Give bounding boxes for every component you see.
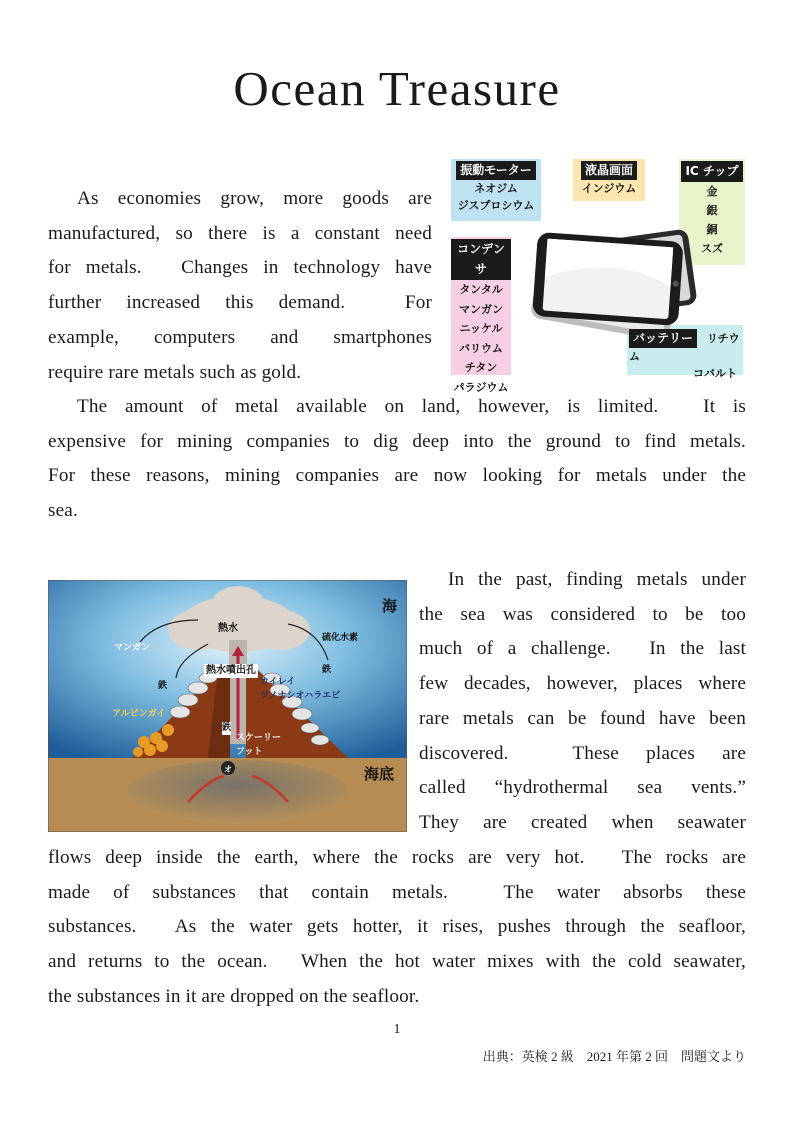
manganese-label: マンガン xyxy=(114,643,151,653)
paragraph-line: rare metals can be found have been xyxy=(419,707,746,729)
paragraph-line: manufactured, so there is a constant need xyxy=(48,222,432,244)
hydrothermal-vent-illustration xyxy=(48,580,407,832)
paragraph-3-full xyxy=(48,841,746,1015)
capacitor-label: コンデンサ タンタル マンガン ニッケル バリウム チタン パラジウム xyxy=(451,239,511,397)
paragraph-2 xyxy=(48,390,746,529)
ic-chip-label: IC チップ 金 銀 銅 スズ xyxy=(679,161,745,258)
hydrothermal-vent-figure xyxy=(48,580,407,832)
iron-label: 鉄 xyxy=(222,723,232,733)
kairei-label: カイレイ xyxy=(260,677,296,687)
paragraph-line: for metals. Changes in technology have xyxy=(48,257,432,279)
vibration-motor-label: 振動モーター ネオジム ジスプロシウム xyxy=(457,163,535,212)
paragraph-line: the sea was considered to be too xyxy=(419,603,746,625)
seafloor-label: 海底 xyxy=(364,765,395,783)
iron-label: 鉄 xyxy=(322,665,332,675)
paragraph-line: As economies grow, more goods are xyxy=(77,188,432,209)
paragraph-line: further increased this demand. For xyxy=(48,292,432,314)
foot-label: フット xyxy=(236,747,263,757)
paragraph-line: They are created when seawater xyxy=(419,811,746,833)
sea-label: 海 xyxy=(382,597,398,615)
shrimp-label: ツノナシオハラエビ xyxy=(260,691,341,701)
paragraph-line: flows deep inside the earth, where the rocks are very hot. The rocks are xyxy=(48,847,746,868)
scaly-label: スケーリー xyxy=(236,733,282,743)
page-title: Ocean Treasure xyxy=(233,61,561,116)
lcd-label: 液晶画面 インジウム xyxy=(581,163,637,195)
paragraph-line: the substances in it are dropped on the seafloor. xyxy=(48,985,420,1007)
iron-label: 鉄 xyxy=(158,681,168,691)
paragraph-line: substances. As the water gets hotter, it rises, pushes through the seafloor, xyxy=(48,916,746,938)
paragraph-line: In the past, finding metals under xyxy=(448,569,746,590)
paragraph-line: made of substances that contain metals. The water absorbs these xyxy=(48,881,746,903)
paragraph-line: called “hydrothermal sea vents.” xyxy=(419,777,746,799)
smartphone-metals-figure xyxy=(447,157,747,394)
paragraph-line: few decades, however, places where xyxy=(419,673,746,695)
battery-label: バッテリー リチウム コバルト xyxy=(629,331,740,380)
paragraph-line: example, computers and smartphones xyxy=(48,326,432,348)
hot-water-label: 熱水 xyxy=(218,623,238,634)
paragraph-line: expensive for mining companies to dig deep into the ground to find metals. xyxy=(48,430,746,452)
paragraph-line: For these reasons, mining companies are now looking for metals under the xyxy=(48,465,746,487)
vent-label: 熱水噴出孔 xyxy=(206,665,256,676)
paragraph-line: sea. xyxy=(48,500,78,522)
paragraph-line: require rare metals such as gold. xyxy=(48,361,302,383)
page-number: 1 xyxy=(393,1022,401,1037)
paragraph-3-short xyxy=(419,563,746,841)
o-mark: オ xyxy=(224,765,232,774)
paragraph-line: discovered. These places are xyxy=(419,742,746,764)
paragraph-line: and returns to the ocean. When the hot water mixes with the cold seawater, xyxy=(48,951,746,973)
paragraph-1 xyxy=(48,182,432,390)
albinoi-label: アルビンガイ xyxy=(112,709,166,719)
paragraph-line: The amount of metal available on land, however, is limited. It is xyxy=(77,396,746,417)
source-citation: 出典：英検 2 級 2021 年第 2 回 問題文より xyxy=(482,1049,746,1064)
h2s-label: 硫化水素 xyxy=(322,633,359,643)
paragraph-line: much of a challenge. In the last xyxy=(419,638,746,660)
